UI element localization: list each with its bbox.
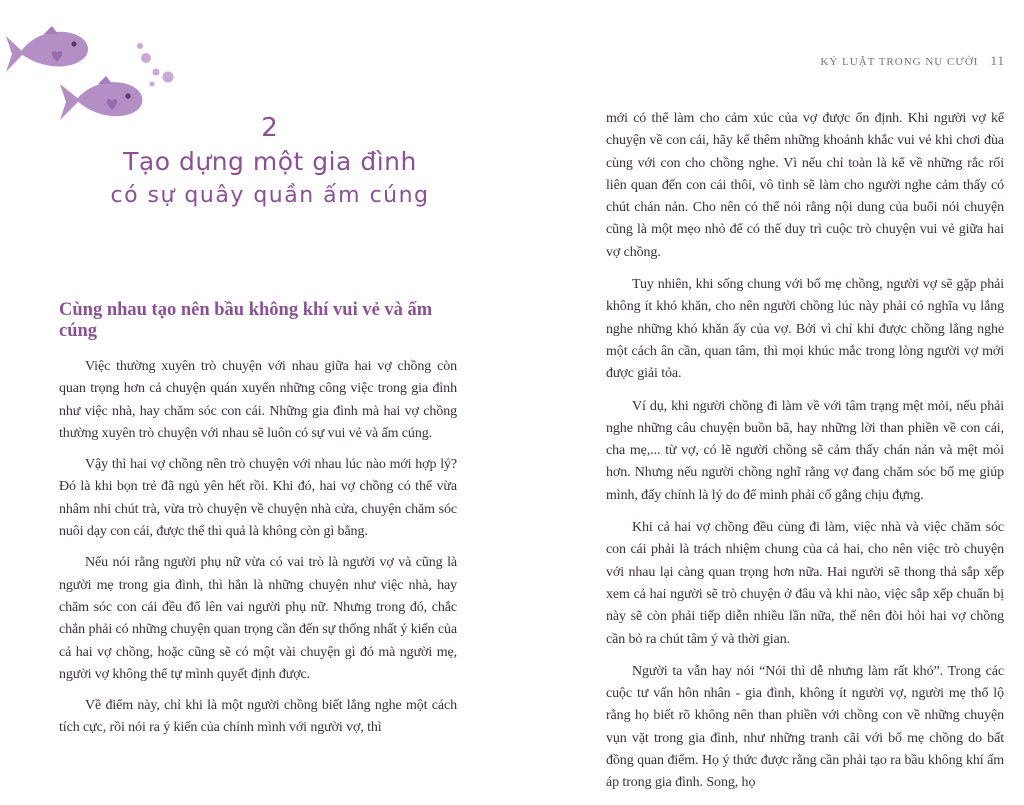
paragraph: Người ta vẫn hay nói “Nói thì dễ nhưng làm rất khó”. Trong các cuộc tư vấn hôn nhân - gia đình, không ít người vợ, người mẹ thổ lộ rằng họ biết rõ không nên than phiền với chồng con về những chuyện vụn vặt trong gia đình, như những tranh cãi với bố mẹ chồng do bất đồng quan điểm. Họ ý thức được rằng cần phải tạo ra bầu không khí ấm áp trong gia đình. Song, họ [606,663,1004,791]
fish-decoration [0,0,200,130]
bubble-icon [137,43,174,87]
chapter-title-line2: có sự quây quần ấm cúng [110,183,430,208]
paragraph: Vậy thì hai vợ chồng nên trò chuyện với nhau lúc nào mới hợp lý? Đó là khi bọn trẻ đã ngủ yên hết rồi. Khi đó, hai vợ chồng có thể vừa nhâm nhi chút trà, vừa trò chuyện về chuyện nhà cửa, chuyện chăm sóc nuôi dạy con cái, được thế thì quả là không còn gì bằng. [59,457,457,540]
paragraph: Nếu nói rằng người phụ nữ vừa có vai trò là người vợ và cũng là người mẹ trong gia đình, thì hẳn là những chuyện như việc nhà, hay chăm sóc con cái đều đổ lên vai người phụ nữ. Nhưng trong đó, chắc chắn phải có những chuyện quan trọng cần đến sự thống nhất ý kiến của cả hai vợ chồng, hoặc cũng sẽ có một vài chuyện gì đó mà người mẹ, người vợ không thể tự mình quyết định được. [59,555,457,682]
paragraph: Ví dụ, khi người chồng đi làm về với tâm trạng mệt mỏi, nếu phải nghe những câu chuyện buồn bã, hay những lời than phiền về con cái, cha mẹ,... từ vợ, có lẽ người chồng sẽ cảm thấy chán nản và mệt mỏi hơn. Nhưng nếu người chồng nghĩ rằng vợ đang chăm sóc bố mẹ giúp mình, đấy chính là lý do để mình phải cố gắng chịu đựng. [606,398,1004,503]
page-number: 11 [990,53,1005,68]
chapter-title-line1: Tạo dựng một gia đình [123,147,417,176]
right-page-body [606,108,1004,805]
chapter-number: 2 [261,113,279,143]
left-page-body [59,300,457,749]
running-header-title: KỶ LUẬT TRONG NỤ CƯỜI [820,56,979,68]
paragraph: Việc thường xuyên trò chuyện với nhau giữa hai vợ chồng còn quan trọng hơn cả chuyện quán xuyến những công việc trong gia đình như việc nhà, hay chăm sóc con cái. Những gia đình mà hai vợ chồng thường xuyên trò chuyện với nhau sẽ luôn có sự vui vẻ và ấm cúng. [59,359,457,441]
running-header [820,53,1005,69]
paragraph: Tuy nhiên, khi sống chung với bố mẹ chồng, người vợ sẽ gặp phải không ít khó khăn, cho nên người chồng lúc này phải có nghĩa vụ lắng nghe những khó khăn ấy của vợ. Bởi vì chỉ khi được chồng lắng nghe một cách ân cần, quan tâm, thì mọi khúc mắc trong lòng người vợ mới được giải tỏa. [606,277,1004,382]
paragraph: Về điểm này, chỉ khi là một người chồng biết lắng nghe một cách tích cực, rồi nói ra ý kiến của chính mình với người vợ, thì [59,698,457,736]
paragraph-continued: mới có thể làm cho cảm xúc của vợ được ổn định. Khi người vợ kể chuyện về con cái, hãy kể thêm những khoảnh khắc vui vẻ khi chơi đùa cùng với con cho chồng nghe. Vì nếu chỉ toàn là kể về những rắc rối liên quan đến con cái thôi, vô tình sẽ làm cho người nghe cảm thấy có chút chán nản. Cho nên có thể nói rằng nội dung của buổi nói chuyện cũng là một mẹo nhỏ để có thể duy trì cuộc trò chuyện vui vẻ giữa hai vợ chồng. [606,111,1004,260]
paragraph: Khi cả hai vợ chồng đều cùng đi làm, việc nhà và việc chăm sóc con cái phải là trách nhiệm chung của cả hai, cho nên việc trò chuyện với nhau lại càng quan trọng hơn nữa. Hai người sẽ thong thả sắp xếp xem cả hai người sẽ trò chuyện ở đâu và khi nào, việc sắp xếp chuẩn bị này sẽ còn phải tiếp diễn nhiều lần nữa, thế nên đòi hỏi hai vợ chồng cần bỏ ra chút tâm ý và thời gian. [606,520,1004,647]
section-heading: Cùng nhau tạo nên bầu không khí vui vẻ và ấm cúng [59,300,433,341]
chapter-heading [60,112,480,212]
fish-icon [6,26,88,72]
